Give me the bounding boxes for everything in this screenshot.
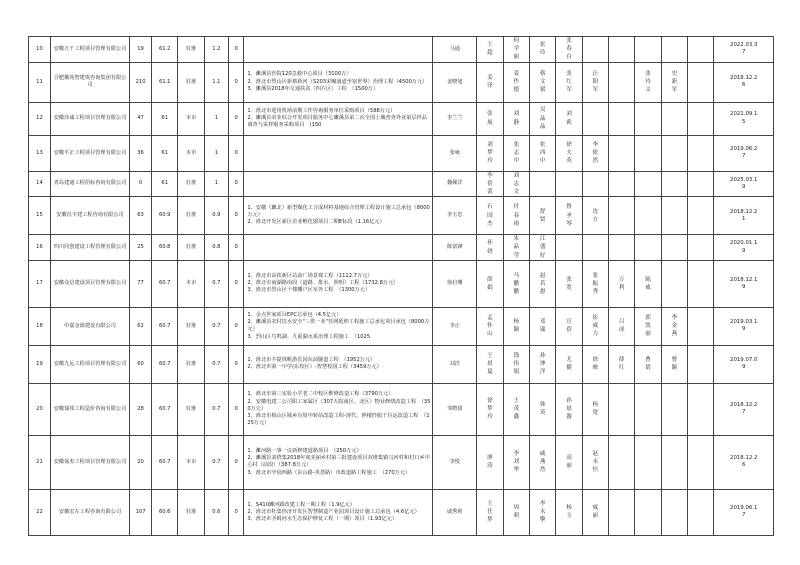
staff-name: 张 春 白 bbox=[556, 37, 582, 63]
row-number: 12 bbox=[29, 102, 51, 135]
table-row bbox=[29, 171, 774, 197]
zero-cell: 0 bbox=[228, 307, 243, 345]
score-cell: 60.7 bbox=[152, 383, 178, 435]
staff-name bbox=[661, 235, 687, 261]
staff-name bbox=[635, 489, 661, 535]
score-cell: 60.7 bbox=[152, 435, 178, 489]
staff-name: 王 任 梦 bbox=[477, 489, 503, 535]
record-date: 2022.03.3 7 bbox=[714, 37, 774, 63]
staff-name bbox=[556, 171, 582, 197]
table-row bbox=[29, 197, 774, 235]
ratio-cell: 0.9 bbox=[204, 197, 228, 235]
table-row bbox=[29, 489, 774, 535]
staff-name: 孙 妍 bbox=[477, 235, 503, 261]
staff-name: 汪 阳 军 bbox=[582, 62, 608, 102]
company-name: 安徽宏左工程咨询有限公司 bbox=[50, 489, 129, 535]
staff-name: 周 莉 bbox=[503, 489, 529, 535]
staff-name: 史 新 军 bbox=[661, 62, 687, 102]
record-date: 2019.06.1 7 bbox=[714, 489, 774, 535]
zero-cell: 0 bbox=[228, 345, 243, 383]
score-cell: 61 bbox=[152, 102, 178, 135]
zero-cell: 0 bbox=[228, 489, 243, 535]
row-number: 15 bbox=[29, 197, 51, 235]
manager-name: 姜晓旭 bbox=[433, 62, 477, 102]
table-row bbox=[29, 383, 774, 435]
staff-name: 万 利 bbox=[609, 260, 635, 307]
staff-name: 刘 梦 玲 bbox=[477, 135, 503, 171]
staff-name: 赵 永 恒 bbox=[582, 435, 608, 489]
bid-agency-table bbox=[28, 36, 774, 536]
location-cell: 本市 bbox=[178, 102, 204, 135]
staff-name bbox=[688, 102, 714, 135]
staff-name bbox=[609, 435, 635, 489]
staff-name bbox=[635, 171, 661, 197]
record-date: 2018.12.1 9 bbox=[714, 260, 774, 307]
company-name: 安徽平正工程项目管理有限公司 bbox=[50, 135, 129, 171]
count-cell: 28 bbox=[130, 383, 152, 435]
staff-name bbox=[609, 489, 635, 535]
score-cell: 60.7 bbox=[152, 307, 178, 345]
company-name: 安徽保杰工程项目管理有限公司 bbox=[50, 435, 129, 489]
company-name: 青岛建通工程招标咨询有限公司 bbox=[50, 171, 129, 197]
staff-name: 何 学 丽 bbox=[503, 37, 529, 63]
project-list bbox=[244, 135, 433, 171]
count-cell: 62 bbox=[130, 307, 152, 345]
table-row bbox=[29, 260, 774, 307]
manager-name: 张咏 bbox=[433, 135, 477, 171]
staff-name bbox=[635, 135, 661, 171]
manager-name: 戚秀莉 bbox=[433, 489, 477, 535]
staff-name: 钱 伟 娟 bbox=[503, 345, 529, 383]
score-cell: 60.9 bbox=[152, 197, 178, 235]
table-row bbox=[29, 102, 774, 135]
staff-name: 孙 晨 器 bbox=[556, 383, 582, 435]
staff-name: 王 晨 夏 bbox=[477, 345, 503, 383]
project-list: 1、安徽（濉北）新型煤化工合成材料基地综合管理工程设计施工总承包（8000万元） 2、淮北开发区新区企业孵化器项目二期E标段（1.16亿元） bbox=[244, 197, 433, 235]
location-cell: 驻淮 bbox=[178, 383, 204, 435]
staff-name: 王 茂 鑫 bbox=[503, 383, 529, 435]
zero-cell: 0 bbox=[228, 171, 243, 197]
staff-name bbox=[688, 345, 714, 383]
record-date: 2019.07.0 9 bbox=[714, 345, 774, 383]
row-number: 14 bbox=[29, 171, 51, 197]
staff-name: 石 国 杰 bbox=[477, 197, 503, 235]
staff-name: 徐 夫 英 bbox=[556, 135, 582, 171]
staff-name bbox=[609, 235, 635, 261]
staff-name: 蔡 文 斌 bbox=[529, 62, 555, 102]
staff-name: 徐 映 bbox=[582, 345, 608, 383]
staff-name: 赵 若 愚 bbox=[529, 260, 555, 307]
location-cell: 驻淮 bbox=[178, 345, 204, 383]
staff-name bbox=[688, 135, 714, 171]
staff-name: 薛 娟 bbox=[477, 260, 503, 307]
location-cell: 驻淮 bbox=[178, 171, 204, 197]
staff-name: 曹 倩 bbox=[635, 345, 661, 383]
staff-name bbox=[661, 102, 687, 135]
staff-name bbox=[661, 260, 687, 307]
staff-name bbox=[661, 37, 687, 63]
staff-name: 李 永 擎 bbox=[529, 489, 555, 535]
staff-name bbox=[635, 197, 661, 235]
score-cell: 61 bbox=[152, 171, 178, 197]
staff-name: 朱 晶 莹 bbox=[503, 235, 529, 261]
project-list bbox=[244, 37, 433, 63]
location-cell: 驻淮 bbox=[178, 235, 204, 261]
staff-name: 张 振 秀 bbox=[582, 260, 608, 307]
table-row bbox=[29, 62, 774, 102]
staff-name: 张 西 中 bbox=[529, 135, 555, 171]
staff-name bbox=[582, 37, 608, 63]
staff-name: 刘 莉 bbox=[556, 102, 582, 135]
score-cell: 60.6 bbox=[152, 489, 178, 535]
count-cell: 60 bbox=[130, 345, 152, 383]
staff-name bbox=[635, 435, 661, 489]
record-date: 2018.12.2 6 bbox=[714, 435, 774, 489]
record-date: 2019.06.2 7 bbox=[714, 135, 774, 171]
count-cell: 77 bbox=[130, 260, 152, 307]
staff-name: 李 依 然 bbox=[582, 135, 608, 171]
staff-name bbox=[609, 135, 635, 171]
record-date: 2020.01.1 9 bbox=[714, 235, 774, 261]
staff-name: 廖 涛 bbox=[477, 435, 503, 489]
staff-name: 邓 瑞 bbox=[529, 307, 555, 345]
staff-name: 威 丽 bbox=[582, 489, 608, 535]
project-list: 1、S410濉河路改建工程一期工程（1.9亿元） 2、淮北市牡集经济开发区智慧制造产业园项目设计施工总承包（4.6亿元） 3、淮北市圣姆河水生态保护修复工程（一期）项目（1.93亿元） bbox=[244, 489, 433, 535]
staff-name: 刘 静 bbox=[503, 102, 529, 135]
staff-name: 郭 凯 丽 bbox=[635, 307, 661, 345]
staff-name: 吴 晶 晶 bbox=[529, 102, 555, 135]
count-cell: 19 bbox=[130, 37, 152, 63]
score-cell: 61.1 bbox=[152, 62, 178, 102]
location-cell: 驻淮 bbox=[178, 62, 204, 102]
table-row bbox=[29, 307, 774, 345]
zero-cell: 0 bbox=[228, 37, 243, 63]
staff-name bbox=[688, 383, 714, 435]
table-row bbox=[29, 435, 774, 489]
count-cell: 20 bbox=[130, 435, 152, 489]
staff-name bbox=[635, 383, 661, 435]
staff-name bbox=[688, 435, 714, 489]
staff-name: 陈 威 bbox=[635, 260, 661, 307]
record-date: 2018.12.2 6 bbox=[714, 62, 774, 102]
manager-name: 魏佩洋 bbox=[433, 171, 477, 197]
staff-name: 高 丽 bbox=[556, 435, 582, 489]
staff-name: 戚 燕 然 bbox=[529, 435, 555, 489]
ratio-cell: 0.8 bbox=[204, 235, 228, 261]
manager-name: 李悦 bbox=[433, 435, 477, 489]
staff-name bbox=[609, 171, 635, 197]
project-list: 1、淮北市迎用机场前期工作咨询服务单位采购项目（588万元） 2、濉溪县农业综合开发项目服务中心濉溪县第二次全国土壤普查外业第层样品调查与采样服务采购项目 (150 bbox=[244, 102, 433, 135]
staff-name: 张 展 bbox=[477, 102, 503, 135]
company-name: 安徽九远工程项目管理有限公司 bbox=[50, 345, 129, 383]
count-cell: 210 bbox=[130, 62, 152, 102]
staff-name bbox=[661, 383, 687, 435]
zero-cell: 0 bbox=[228, 435, 243, 489]
record-date: 2025.03.1 9 bbox=[714, 171, 774, 197]
table-row bbox=[29, 135, 774, 171]
ratio-cell: 0.6 bbox=[204, 489, 228, 535]
ratio-cell: 0.7 bbox=[204, 435, 228, 489]
staff-name bbox=[529, 171, 555, 197]
zero-cell: 0 bbox=[228, 62, 243, 102]
company-name: 安徽瑞邦工程造价咨询有限公司 bbox=[50, 383, 129, 435]
staff-name bbox=[661, 171, 687, 197]
location-cell: 本市 bbox=[178, 260, 204, 307]
staff-name: 姜 泽 bbox=[477, 62, 503, 102]
record-date: 2018.12.2 1 bbox=[714, 197, 774, 235]
staff-name: 沈 方 bbox=[582, 197, 608, 235]
manager-name: 李正 bbox=[433, 307, 477, 345]
record-date: 2018.12.2 7 bbox=[714, 383, 774, 435]
company-name: 安徽众信建设项目管理有限公司 bbox=[50, 260, 129, 307]
staff-name: 李 金 燕 bbox=[661, 307, 687, 345]
staff-name: 马 鹏 鹏 bbox=[503, 260, 529, 307]
count-cell: 107 bbox=[130, 489, 152, 535]
count-cell: 36 bbox=[130, 135, 152, 171]
staff-name: 孙 坤 洋 bbox=[529, 345, 555, 383]
table-row bbox=[29, 37, 774, 63]
count-cell: 47 bbox=[130, 102, 152, 135]
staff-name bbox=[609, 383, 635, 435]
staff-name: 宣 蓓 bbox=[556, 307, 582, 345]
count-cell: 63 bbox=[130, 197, 152, 235]
ratio-cell: 0.7 bbox=[204, 260, 228, 307]
location-cell: 驻淮 bbox=[178, 197, 204, 235]
staff-name bbox=[661, 435, 687, 489]
location-cell: 本市 bbox=[178, 135, 204, 171]
zero-cell: 0 bbox=[228, 260, 243, 307]
staff-name bbox=[661, 489, 687, 535]
staff-name: 李 刘 华 bbox=[503, 435, 529, 489]
staff-name bbox=[688, 260, 714, 307]
staff-name bbox=[688, 489, 714, 535]
staff-name: 张 志 中 bbox=[503, 135, 529, 171]
row-number: 13 bbox=[29, 135, 51, 171]
staff-name bbox=[688, 171, 714, 197]
staff-name bbox=[582, 171, 608, 197]
zero-cell: 0 bbox=[228, 197, 243, 235]
record-date: 2019.03.1 9 bbox=[714, 307, 774, 345]
staff-name: 薛 红 bbox=[609, 345, 635, 383]
staff-name bbox=[688, 37, 714, 63]
staff-name bbox=[582, 102, 608, 135]
project-list: 1、濉溪县医院120急救中心项目（3100万） 2、淮北市烈山区新蔡新河（S203宋疃通道至宿世界）治理工程（4500万元） 3、濉溪县2018年交通扶贫（四片区）工程 （1500万） bbox=[244, 62, 433, 102]
ratio-cell: 1 bbox=[204, 135, 228, 171]
row-number: 21 bbox=[29, 435, 51, 489]
project-list bbox=[244, 171, 433, 197]
score-cell: 61 bbox=[152, 135, 178, 171]
staff-name: 尤 健 bbox=[556, 345, 582, 383]
ratio-cell: 0.7 bbox=[204, 307, 228, 345]
staff-name: 张 红 军 bbox=[556, 62, 582, 102]
manager-name: 马通 bbox=[433, 37, 477, 63]
zero-cell: 0 bbox=[228, 135, 243, 171]
ratio-cell: 1 bbox=[204, 102, 228, 135]
count-cell: 25 bbox=[130, 235, 152, 261]
project-list: 1、濉河路一事一议新修建道路项目 （250万元） 2、濉溪县刘塔集2018年度美丽乡村第三批建设项目双堆集镇乌河村和村口乡中心村（前段）（387.8万元） 3、淮北市孛园西路（东山路-英荟路）市政道路工程施工 （270万元） bbox=[244, 435, 433, 489]
ratio-cell: 0.7 bbox=[204, 345, 228, 383]
staff-name: 张 宽 bbox=[556, 260, 582, 307]
row-number: 20 bbox=[29, 383, 51, 435]
staff-name: 吕 成 bbox=[609, 307, 635, 345]
staff-name bbox=[635, 102, 661, 135]
ratio-cell: 1.2 bbox=[204, 37, 228, 63]
staff-name bbox=[688, 307, 714, 345]
ratio-cell: 1 bbox=[204, 171, 228, 197]
staff-name: 张 玲 bbox=[529, 37, 555, 63]
row-number: 19 bbox=[29, 345, 51, 383]
company-name: 中嘉金源建设有限公司 bbox=[50, 307, 129, 345]
project-list: 1、淮北市第三实验小学老二中校区维修改造工程（3790万元） 2、安徽电建二公司职工家属区（307大院南区、北区）物业修缮改造工程 （350万元） 3、淮北市相山区城乡垃圾中转站改造工程-现代、钟楼经服干垃运改造工程 （125万元） bbox=[244, 383, 433, 435]
staff-name bbox=[556, 235, 582, 261]
staff-name bbox=[688, 235, 714, 261]
staff-name bbox=[635, 235, 661, 261]
company-name: 安徽万千工程项目管理有限公司 bbox=[50, 37, 129, 63]
row-number: 11 bbox=[29, 62, 51, 102]
staff-name: 崔 威 力 bbox=[582, 307, 608, 345]
zero-cell: 0 bbox=[228, 383, 243, 435]
staff-name: 王 超 bbox=[477, 37, 503, 63]
company-name: 合肥徽苑智建筑咨询集团有限公司 bbox=[50, 62, 129, 102]
manager-name: 李玉忠 bbox=[433, 197, 477, 235]
staff-name: 鲁 圣 琴 bbox=[556, 197, 582, 235]
manager-name: 邹娉倩 bbox=[433, 383, 477, 435]
manager-name: 刘洋 bbox=[433, 345, 477, 383]
staff-name bbox=[688, 62, 714, 102]
staff-name bbox=[609, 197, 635, 235]
record-date: 2021.09.1 5 bbox=[714, 102, 774, 135]
staff-name bbox=[635, 37, 661, 63]
project-list bbox=[244, 235, 433, 261]
manager-name: 徐启珊 bbox=[433, 260, 477, 307]
staff-name bbox=[609, 62, 635, 102]
location-cell: 驻淮 bbox=[178, 307, 204, 345]
staff-name: 曹 颖 bbox=[661, 345, 687, 383]
project-list: 1、淮北市丰提珠帆游乐园东前隧道工程 （1952万元） 2、淮北市第一中学(东校区）-智慧校园工程（3459万元） bbox=[244, 345, 433, 383]
staff-name: 姜 作 德 bbox=[503, 62, 529, 102]
staff-name: 刘 志 文 bbox=[503, 171, 529, 197]
location-cell: 本市 bbox=[178, 435, 204, 489]
staff-name: 江 盛 好 bbox=[529, 235, 555, 261]
row-number: 17 bbox=[29, 260, 51, 307]
row-number: 10 bbox=[29, 37, 51, 63]
project-list: 1、淮北市高铁新区站前广场景观工程（1112.7万元） 2、淮北市南湖路南段（道路、排水、照明）工程（1732.8万元） 3、淮北市烈山区十楼棚户区室外工程 （1300万元） bbox=[244, 260, 433, 307]
staff-name: 杨 玉 bbox=[556, 489, 582, 535]
location-cell: 驻淮 bbox=[178, 37, 204, 63]
staff-name: 舒 贤 bbox=[529, 197, 555, 235]
staff-name bbox=[661, 197, 687, 235]
staff-name: 杨 颖 bbox=[503, 307, 529, 345]
count-cell: 0 bbox=[130, 171, 152, 197]
row-number: 16 bbox=[29, 235, 51, 261]
staff-name: 韩 英 bbox=[529, 383, 555, 435]
row-number: 18 bbox=[29, 307, 51, 345]
zero-cell: 0 bbox=[228, 102, 243, 135]
staff-name bbox=[582, 235, 608, 261]
staff-name: 杨 宽 bbox=[582, 383, 608, 435]
zero-cell: 0 bbox=[228, 235, 243, 261]
staff-name bbox=[609, 102, 635, 135]
score-cell: 60.7 bbox=[152, 345, 178, 383]
company-name: 安徽泽诚工程项目管理有限公司 bbox=[50, 102, 129, 135]
staff-name: 徐 梦 玲 bbox=[477, 383, 503, 435]
project-list: 1、金点世家项目EPC总承包（4.5亿元） 2、濉溪县农村饮水安全"三供一业"管网延伸工程施工总承包项目承包（8000万元） 3、烈山区鸟鸣湖、九重湖水系治理工程施工 （1025 bbox=[244, 307, 433, 345]
company-name: 安徽昌丰建工程咨询有限公司 bbox=[50, 197, 129, 235]
staff-name: 孟 怀 山 bbox=[477, 307, 503, 345]
manager-name: 陈富锋 bbox=[433, 235, 477, 261]
staff-name bbox=[688, 197, 714, 235]
company-name: 四川同创建设工程管理有限公司 bbox=[50, 235, 129, 261]
staff-name: 李 蓓 蕾 bbox=[477, 171, 503, 197]
ratio-cell: 0.7 bbox=[204, 383, 228, 435]
table-row bbox=[29, 235, 774, 261]
score-cell: 61.2 bbox=[152, 37, 178, 63]
score-cell: 60.8 bbox=[152, 235, 178, 261]
manager-name: 李兰兰 bbox=[433, 102, 477, 135]
score-cell: 60.7 bbox=[152, 260, 178, 307]
table-row bbox=[29, 345, 774, 383]
staff-name bbox=[609, 37, 635, 63]
row-number: 22 bbox=[29, 489, 51, 535]
location-cell: 驻淮 bbox=[178, 489, 204, 535]
staff-name bbox=[661, 135, 687, 171]
staff-name: 付 春 雨 bbox=[503, 197, 529, 235]
ratio-cell: 1.1 bbox=[204, 62, 228, 102]
staff-name: 张 玲 文 bbox=[635, 62, 661, 102]
